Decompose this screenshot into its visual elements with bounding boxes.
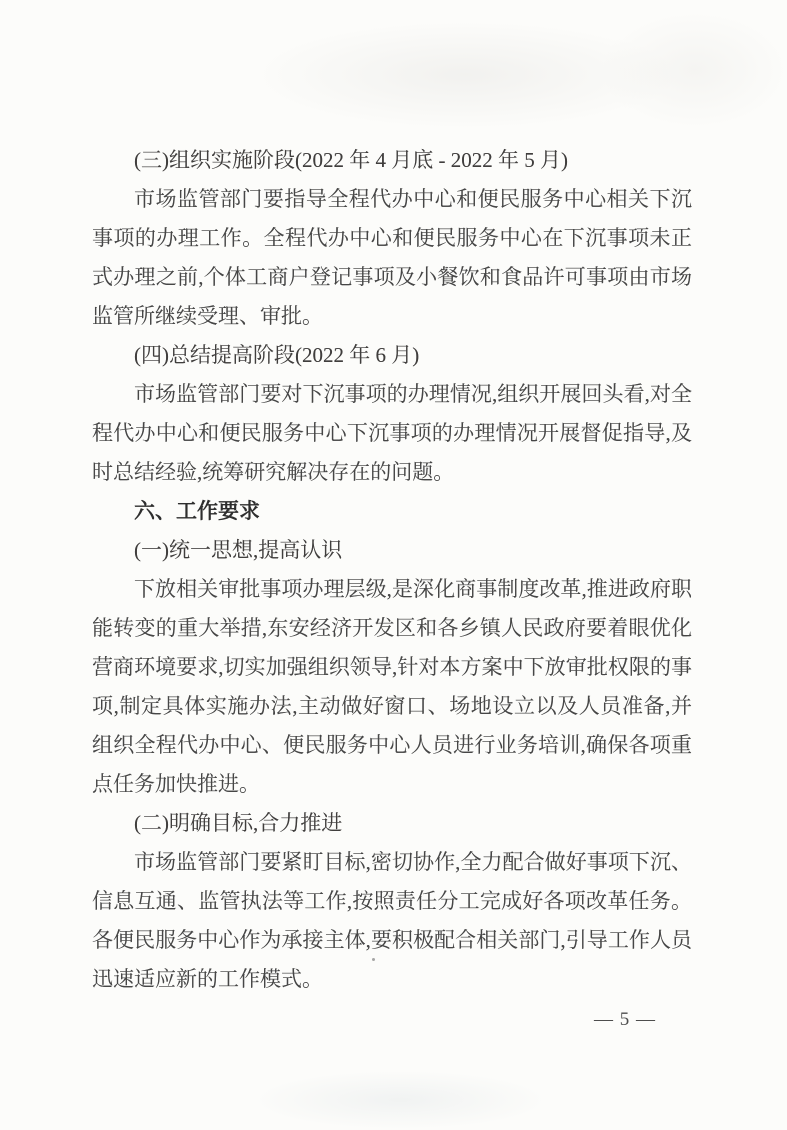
paragraph-6-2-details: 市场监管部门要紧盯目标,密切协作,全力配合做好事项下沉、信息互通、监管执法等工作,按照责任分工完成好各项改革任务。各便民服务中心作为承接主体,要积极配合相关部门,引导工作人员迅速适应新的工作模式。	[92, 850, 692, 991]
document-body	[92, 141, 692, 999]
heading-section-6-work-requirements: 六、工作要求	[134, 500, 260, 523]
page-number: — 5 —	[594, 1009, 656, 1030]
scan-smudge-top	[250, 20, 680, 130]
subheading-stage-4-summary: (四)总结提高阶段(2022 年 6 月)	[134, 343, 420, 367]
scan-smudge-top-right	[600, 10, 787, 130]
scan-smudge-bottom	[250, 1070, 550, 1130]
subheading-6-1-unify-thinking: (一)统一思想,提高认识	[134, 538, 343, 562]
paragraph-stage-3-details: 市场监管部门要指导全程代办中心和便民服务中心相关下沉事项的办理工作。全程代办中心和便民服务中心在下沉事项未正式办理之前,个体工商户登记事项及小餐饮和食品许可事项由市场监管所继续受理、审批。	[92, 187, 692, 328]
paragraph-stage-4-details: 市场监管部门要对下沉事项的办理情况,组织开展回头看,对全程代办中心和便民服务中心下沉事项的办理情况开展督促指导,及时总结经验,统筹研究解决存在的问题。	[92, 382, 692, 484]
paragraph-6-1-details: 下放相关审批事项办理层级,是深化商事制度改革,推进政府职能转变的重大举措,东安经济开发区和各乡镇人民政府要着眼优化营商环境要求,切实加强组织领导,针对本方案中下放审批权限的事项,制定具体实施办法,主动做好窗口、场地设立以及人员准备,并组织全程代办中心、便民服务中心人员进行业务培训,确保各项重点任务加快推进。	[92, 577, 692, 796]
subheading-stage-3-implementation: (三)组织实施阶段(2022 年 4 月底 - 2022 年 5 月)	[134, 148, 568, 172]
subheading-6-2-clear-goals: (二)明确目标,合力推进	[134, 811, 343, 835]
